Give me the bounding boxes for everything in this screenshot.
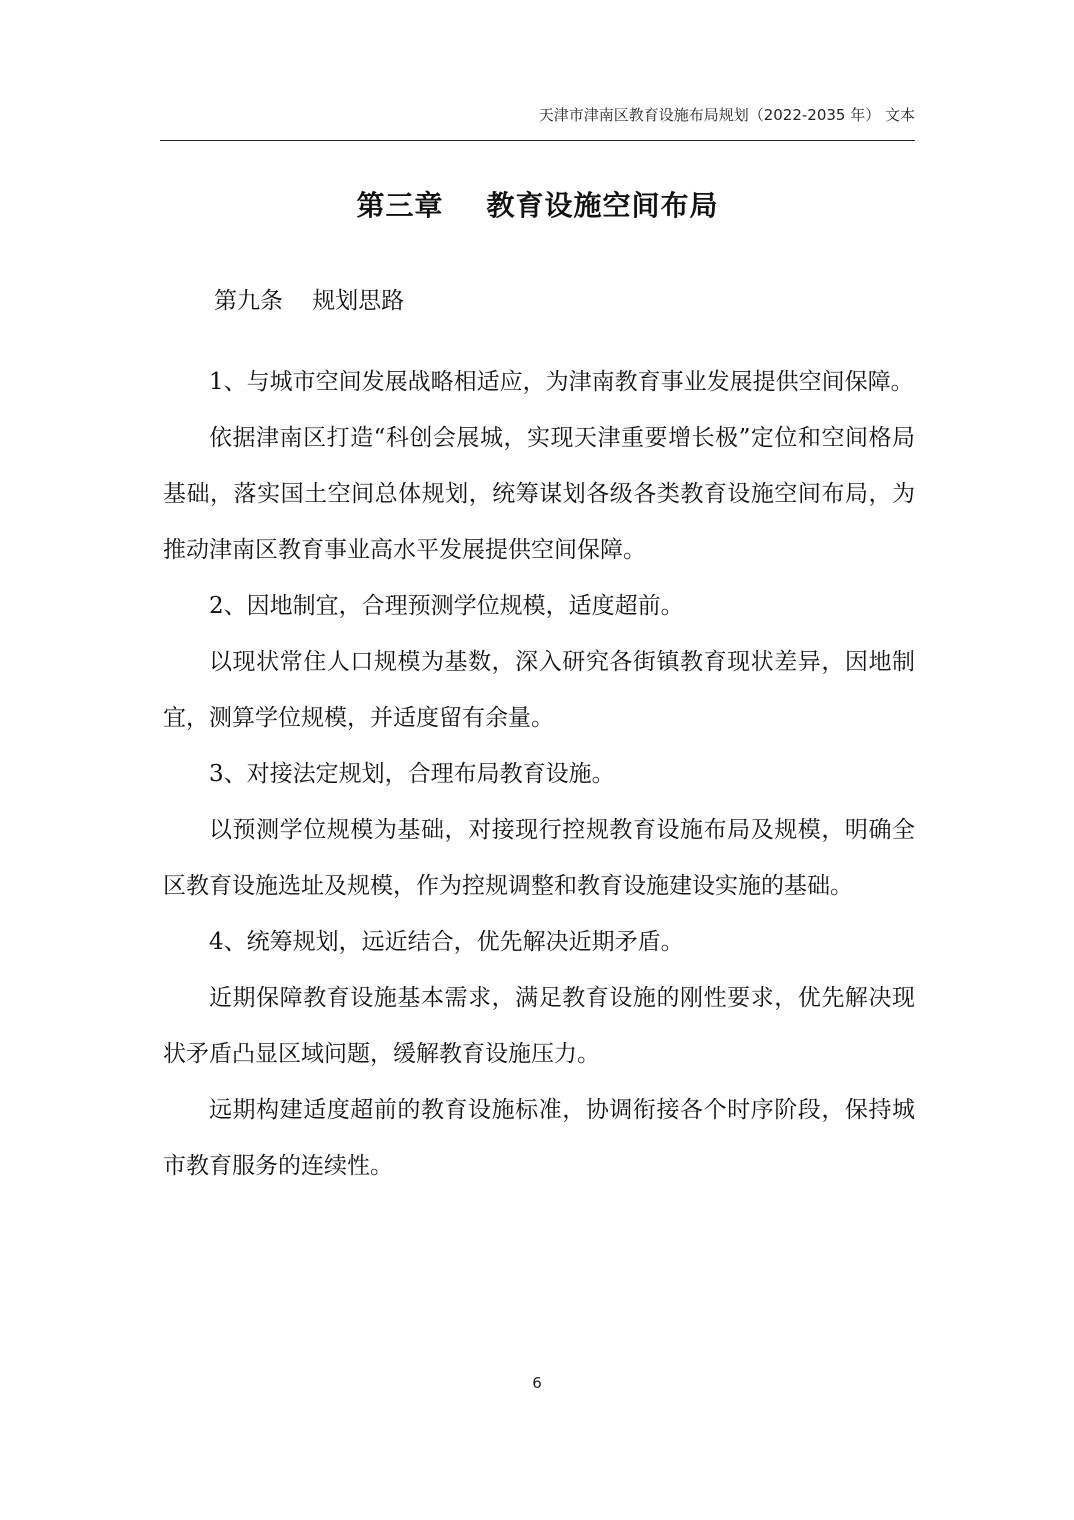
running-header: 天津市津南区教育设施布局规划（2022-2035 年） 文本 (538, 106, 915, 124)
paragraph-principle-2-detail: 以现状常住人口规模为基数，深入研究各街镇教育现状差异，因地制宜，测算学位规模，并适度留有余量。 (163, 649, 915, 731)
chapter-title: 第三章 教育设施空间布局 (356, 189, 719, 222)
header-divider (160, 140, 915, 141)
paragraph-principle-4-long-term: 远期构建适度超前的教育设施标准，协调衔接各个时序阶段，保持城市教育服务的连续性。 (163, 1097, 915, 1179)
body-text (163, 354, 915, 1194)
page-number: 6 (532, 1374, 542, 1392)
section-title: 第九条 规划思路 (214, 288, 405, 314)
paragraph-principle-2: 2、因地制宜，合理预测学位规模，适度超前。 (209, 593, 684, 619)
paragraph-principle-1: 1、与城市空间发展战略相适应，为津南教育事业发展提供空间保障。 (209, 369, 914, 395)
paragraph-principle-4: 4、统筹规划，远近结合，优先解决近期矛盾。 (209, 929, 684, 955)
paragraph-principle-3-detail: 以预测学位规模为基础，对接现行控规教育设施布局及规模，明确全区教育设施选址及规模，作为控规调整和教育设施建设实施的基础。 (163, 817, 915, 899)
paragraph-principle-1-detail: 依据津南区打造“科创会展城，实现天津重要增长极”定位和空间格局基础，落实国土空间总体规划，统筹谋划各级各类教育设施空间布局，为推动津南区教育事业高水平发展提供空间保障。 (163, 425, 915, 563)
paragraph-principle-4-near-term: 近期保障教育设施基本需求，满足教育设施的刚性要求，优先解决现状矛盾凸显区域问题，缓解教育设施压力。 (163, 985, 915, 1067)
paragraph-principle-3: 3、对接法定规划，合理布局教育设施。 (209, 761, 615, 787)
